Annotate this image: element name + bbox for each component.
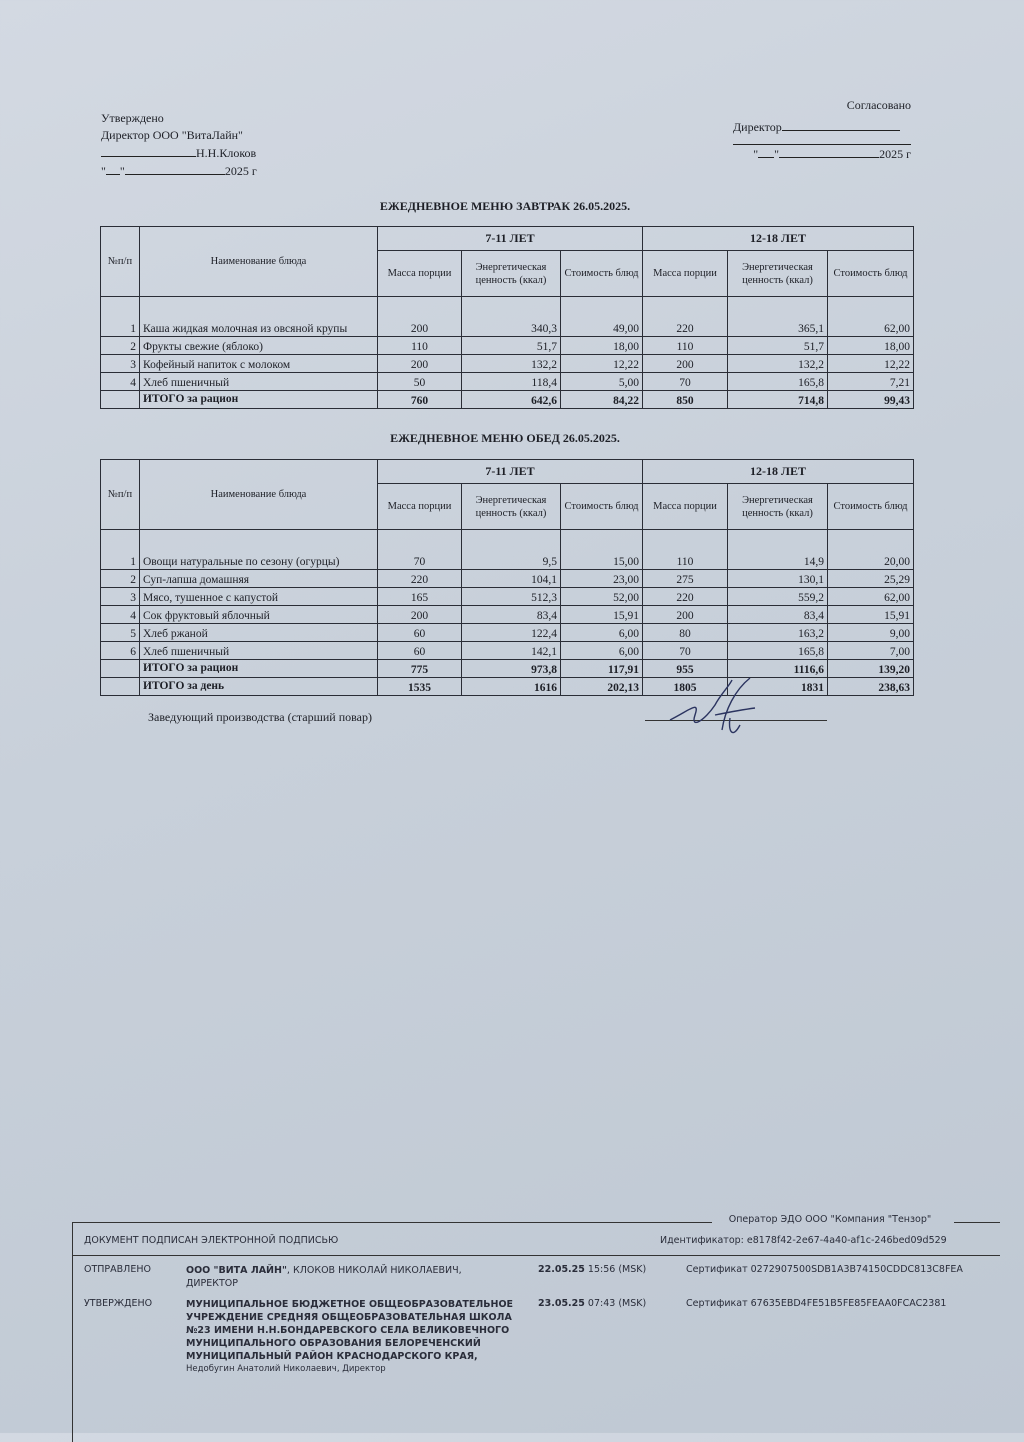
row-value: 62,00 xyxy=(828,588,914,606)
row-value: 165,8 xyxy=(728,642,828,660)
row-value: 62,00 xyxy=(828,297,914,337)
row-value: 23,00 xyxy=(561,570,643,588)
table-row xyxy=(101,588,914,606)
row-value: 15,91 xyxy=(561,606,643,624)
row-value: 340,3 xyxy=(462,297,561,337)
table-row xyxy=(101,297,914,337)
row-number: 1 xyxy=(101,530,140,570)
col-subheader: Энергетическая ценность (ккал) xyxy=(728,251,828,297)
total-value: 760 xyxy=(378,391,462,409)
row-value: 12,22 xyxy=(828,355,914,373)
age-group-header: 7-11 ЛЕТ xyxy=(378,227,643,251)
col-subheader: Энергетическая ценность (ккал) xyxy=(462,484,561,530)
row-value: 165,8 xyxy=(728,373,828,391)
row-value: 200 xyxy=(643,355,728,373)
total-value: 714,8 xyxy=(728,391,828,409)
dish-name: Кофейный напиток с молоком xyxy=(140,355,378,373)
entry-datetime xyxy=(538,1298,646,1309)
table-row xyxy=(101,530,914,570)
row-value: 165 xyxy=(378,588,462,606)
row-value: 12,22 xyxy=(561,355,643,373)
row-value: 83,4 xyxy=(728,606,828,624)
table-row xyxy=(101,355,914,373)
col-subheader: Масса порции xyxy=(643,251,728,297)
row-value: 7,00 xyxy=(828,642,914,660)
row-value: 200 xyxy=(378,355,462,373)
row-value: 132,2 xyxy=(462,355,561,373)
approved-label: Утверждено xyxy=(101,111,164,125)
row-value: 6,00 xyxy=(561,624,643,642)
total-value: 1535 xyxy=(378,678,462,696)
row-value: 18,00 xyxy=(561,337,643,355)
entry-org: ООО "ВИТА ЛАЙН" xyxy=(186,1265,287,1276)
entry-status: УТВЕРЖДЕНО xyxy=(84,1298,153,1309)
row-value: 163,2 xyxy=(728,624,828,642)
row-number: 4 xyxy=(101,606,140,624)
approver-signature-line xyxy=(101,144,257,162)
dish-name: Мясо, тушенное с капустой xyxy=(140,588,378,606)
agreed-date-line xyxy=(733,145,911,163)
col-subheader: Стоимость блюд xyxy=(828,251,914,297)
row-value: 200 xyxy=(378,606,462,624)
total-value: 99,43 xyxy=(828,391,914,409)
total-label: ИТОГО за рацион xyxy=(140,391,378,409)
entry-signer xyxy=(186,1298,516,1376)
row-value: 14,9 xyxy=(728,530,828,570)
row-value: 18,00 xyxy=(828,337,914,355)
age-group-header: 12-18 ЛЕТ xyxy=(643,460,914,484)
approval-block-left xyxy=(101,110,257,180)
table-row xyxy=(101,373,914,391)
row-value: 110 xyxy=(378,337,462,355)
total-value: 1831 xyxy=(728,678,828,696)
breakfast-title: ЕЖЕДНЕВНОЕ МЕНЮ ЗАВТРАК 26.05.2025. xyxy=(379,199,631,213)
row-value: 15,91 xyxy=(828,606,914,624)
row-value: 70 xyxy=(378,530,462,570)
entry-date: 23.05.25 xyxy=(538,1298,585,1309)
row-value: 275 xyxy=(643,570,728,588)
col-subheader: Масса порции xyxy=(378,251,462,297)
row-number: 1 xyxy=(101,297,140,337)
total-value: 202,13 xyxy=(561,678,643,696)
row-number: 5 xyxy=(101,624,140,642)
row-value: 118,4 xyxy=(462,373,561,391)
col-subheader: Стоимость блюд xyxy=(561,484,643,530)
total-value: 642,6 xyxy=(462,391,561,409)
col-subheader: Масса порции xyxy=(643,484,728,530)
col-subheader: Энергетическая ценность (ккал) xyxy=(728,484,828,530)
document-identifier: Идентификатор: e8178f42-2e67-4a40-af1c-246bed09d529 xyxy=(660,1235,947,1246)
total-row xyxy=(101,660,914,678)
total-value: 84,22 xyxy=(561,391,643,409)
quote: " xyxy=(119,164,125,178)
row-value: 110 xyxy=(643,530,728,570)
row-value: 60 xyxy=(378,642,462,660)
entry-datetime xyxy=(538,1264,646,1275)
agreed-label: Согласовано xyxy=(846,98,911,112)
blank-line xyxy=(733,136,911,145)
approver-position: Директор ООО "ВитаЛайн" xyxy=(101,128,243,142)
entry-signer xyxy=(186,1264,516,1290)
dish-name: Суп-лапша домашняя xyxy=(140,570,378,588)
table-row xyxy=(101,337,914,355)
col-dish-name: Наименование блюда xyxy=(140,460,378,530)
col-subheader: Масса порции xyxy=(378,484,462,530)
breakfast-table xyxy=(100,226,914,409)
row-value: 60 xyxy=(378,624,462,642)
total-value: 955 xyxy=(643,660,728,678)
entry-time: 15:56 (MSK) xyxy=(587,1264,647,1275)
director-line xyxy=(733,118,911,136)
age-group-header: 12-18 ЛЕТ xyxy=(643,227,914,251)
row-number: 2 xyxy=(101,570,140,588)
col-subheader: Стоимость блюд xyxy=(561,251,643,297)
approver-name: Н.Н.Клоков xyxy=(196,146,257,160)
row-number: 2 xyxy=(101,337,140,355)
divider xyxy=(72,1222,712,1223)
quote: " xyxy=(774,147,780,161)
total-value: 1616 xyxy=(462,678,561,696)
table-row xyxy=(101,606,914,624)
entry-status: ОТПРАВЛЕНО xyxy=(84,1264,151,1275)
row-value: 365,1 xyxy=(728,297,828,337)
handwritten-signature xyxy=(660,670,770,745)
total-value: 775 xyxy=(378,660,462,678)
row-value: 220 xyxy=(643,588,728,606)
empty-cell xyxy=(101,678,140,696)
row-number: 3 xyxy=(101,355,140,373)
row-number: 3 xyxy=(101,588,140,606)
row-value: 220 xyxy=(643,297,728,337)
row-value: 512,3 xyxy=(462,588,561,606)
total-value: 850 xyxy=(643,391,728,409)
total-value: 117,91 xyxy=(561,660,643,678)
edo-operator: Оператор ЭДО ООО "Компания "Тензор" xyxy=(728,1214,932,1225)
total-value: 1116,6 xyxy=(728,660,828,678)
divider xyxy=(954,1222,1000,1223)
row-value: 5,00 xyxy=(561,373,643,391)
col-subheader: Стоимость блюд xyxy=(828,484,914,530)
row-value: 70 xyxy=(643,642,728,660)
col-number: №п/п xyxy=(101,460,140,530)
row-value: 200 xyxy=(378,297,462,337)
row-value: 132,2 xyxy=(728,355,828,373)
total-row xyxy=(101,678,914,696)
row-value: 130,1 xyxy=(728,570,828,588)
approval-year: 2025 г xyxy=(224,164,257,178)
table-row xyxy=(101,570,914,588)
dish-name: Хлеб пшеничный xyxy=(140,642,378,660)
table-row xyxy=(101,642,914,660)
total-value: 973,8 xyxy=(462,660,561,678)
signed-heading: ДОКУМЕНТ ПОДПИСАН ЭЛЕКТРОННОЙ ПОДПИСЬЮ xyxy=(84,1235,339,1246)
entry-person: , КЛОКОВ НИКОЛАЙ НИКОЛАЕВИЧ, ДИРЕКТОР xyxy=(186,1265,462,1289)
table-row xyxy=(101,624,914,642)
entry-certificate: Сертификат 67635EBD4FE51B5FE85FEAA0FCAC2381 xyxy=(686,1298,947,1309)
quote: " xyxy=(101,164,106,178)
edo-signature-stamp xyxy=(72,1214,1000,1442)
divider xyxy=(72,1255,1000,1256)
row-value: 200 xyxy=(643,606,728,624)
row-value: 83,4 xyxy=(462,606,561,624)
row-value: 7,21 xyxy=(828,373,914,391)
total-label: ИТОГО за рацион xyxy=(140,660,378,678)
row-value: 9,5 xyxy=(462,530,561,570)
total-value: 139,20 xyxy=(828,660,914,678)
row-value: 20,00 xyxy=(828,530,914,570)
empty-cell xyxy=(101,660,140,678)
row-value: 142,1 xyxy=(462,642,561,660)
dish-name: Фрукты свежие (яблоко) xyxy=(140,337,378,355)
total-row xyxy=(101,391,914,409)
row-value: 559,2 xyxy=(728,588,828,606)
entry-person: Недобугин Анатолий Николаевич, Директор xyxy=(186,1364,386,1374)
total-label: ИТОГО за день xyxy=(140,678,378,696)
dish-name: Сок фруктовый яблочный xyxy=(140,606,378,624)
dish-name: Хлеб пшеничный xyxy=(140,373,378,391)
age-group-header: 7-11 ЛЕТ xyxy=(378,460,643,484)
row-value: 70 xyxy=(643,373,728,391)
col-number: №п/п xyxy=(101,227,140,297)
row-value: 49,00 xyxy=(561,297,643,337)
col-subheader: Энергетическая ценность (ккал) xyxy=(462,251,561,297)
col-dish-name: Наименование блюда xyxy=(140,227,378,297)
empty-cell xyxy=(101,391,140,409)
quote: " xyxy=(753,147,759,161)
chef-signature-label: Заведующий производства (старший повар) xyxy=(148,710,372,724)
row-value: 220 xyxy=(378,570,462,588)
lunch-table xyxy=(100,459,914,696)
row-value: 80 xyxy=(643,624,728,642)
row-value: 110 xyxy=(643,337,728,355)
row-number: 6 xyxy=(101,642,140,660)
row-value: 9,00 xyxy=(828,624,914,642)
entry-certificate: Сертификат 0272907500SDB1A3B74150CDDC813C8FEA xyxy=(686,1264,963,1275)
row-value: 51,7 xyxy=(728,337,828,355)
total-value: 1805 xyxy=(643,678,728,696)
row-value: 104,1 xyxy=(462,570,561,588)
row-number: 4 xyxy=(101,373,140,391)
row-value: 25,29 xyxy=(828,570,914,588)
row-value: 50 xyxy=(378,373,462,391)
entry-date: 22.05.25 xyxy=(538,1264,585,1275)
lunch-title: ЕЖЕДНЕВНОЕ МЕНЮ ОБЕД 26.05.2025. xyxy=(390,431,620,445)
dish-name: Каша жидкая молочная из овсяной крупы xyxy=(140,297,378,337)
row-value: 122,4 xyxy=(462,624,561,642)
dish-name: Овощи натуральные по сезону (огурцы) xyxy=(140,530,378,570)
agreed-year: 2025 г xyxy=(879,147,911,161)
director-label: Директор xyxy=(733,120,782,134)
entry-org: МУНИЦИПАЛЬНОЕ БЮДЖЕТНОЕ ОБЩЕОБРАЗОВАТЕЛЬНОЕ УЧРЕЖДЕНИЕ СРЕДНЯЯ ОБЩЕОБРАЗОВАТЕЛЬНАЯ ШКОЛА №23 ИМЕНИ Н.Н.БОНДАРЕВСКОГО СЕЛА ВЕЛИКОВЕЧНОГО МУНИЦИПАЛЬНОГО ОБРАЗОВАНИЯ БЕЛОРЕЧЕНСКИЙ МУНИЦИПАЛЬНЫЙ РАЙОН КРАСНОДАРСКОГО КРАЯ, xyxy=(186,1299,514,1362)
total-value: 238,63 xyxy=(828,678,914,696)
dish-name: Хлеб ржаной xyxy=(140,624,378,642)
row-value: 6,00 xyxy=(561,642,643,660)
entry-time: 07:43 (MSK) xyxy=(587,1298,647,1309)
row-value: 52,00 xyxy=(561,588,643,606)
approval-date-line xyxy=(101,162,257,180)
row-value: 15,00 xyxy=(561,530,643,570)
approval-block-right xyxy=(733,97,911,163)
row-value: 51,7 xyxy=(462,337,561,355)
